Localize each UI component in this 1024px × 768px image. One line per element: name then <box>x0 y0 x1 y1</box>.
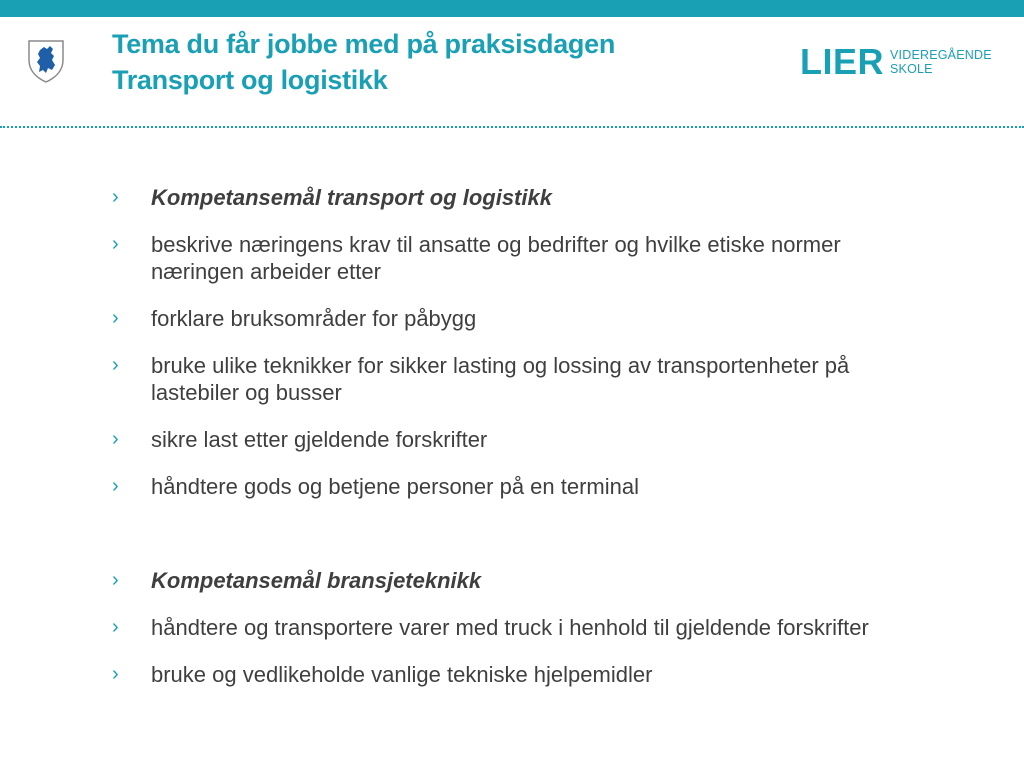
list-item-text: bruke ulike teknikker for sikker lasting og lossing av transportenheter på lastebiler og busser <box>151 353 850 405</box>
title-line-2: Transport og logistikk <box>112 65 388 95</box>
list-item-text: forklare bruksområder for påbygg <box>151 306 477 331</box>
bullet-list <box>112 184 932 708</box>
bullet-marker: › <box>112 186 119 208</box>
list-item <box>112 426 932 453</box>
section-heading-text: Kompetansemål bransjeteknikk <box>151 568 482 593</box>
list-item <box>112 305 932 332</box>
logo-subtitle-line-2: SKOLE <box>890 62 933 76</box>
list-item <box>112 614 932 641</box>
list-item-text: beskrive næringens krav til ansatte og bedrifter og hvilke etiske normer næringen arbeider etter <box>151 232 841 284</box>
section-heading-transport <box>112 184 932 211</box>
bullet-marker: › <box>112 233 119 255</box>
bullet-marker: › <box>112 428 119 450</box>
logo-subtitle <box>890 48 992 76</box>
list-item <box>112 231 932 285</box>
bullet-marker: › <box>112 569 119 591</box>
lier-coat-of-arms-icon <box>26 38 66 84</box>
list-item <box>112 473 932 500</box>
bullet-marker: › <box>112 307 119 329</box>
slide-title <box>112 26 615 98</box>
bullet-marker: › <box>112 663 119 685</box>
dotted-divider <box>0 126 1024 128</box>
section-spacer <box>112 520 932 567</box>
section-heading-bransjeteknikk <box>112 567 932 594</box>
top-accent-bar <box>0 0 1024 17</box>
bullet-marker: › <box>112 616 119 638</box>
logo-subtitle-line-1: VIDEREGÅENDE <box>890 48 992 62</box>
school-logo <box>800 41 992 82</box>
list-item-text: sikre last etter gjeldende forskrifter <box>151 427 488 452</box>
list-item-text: håndtere gods og betjene personer på en terminal <box>151 474 640 499</box>
logo-wordmark: LIER <box>800 41 885 82</box>
title-line-1: Tema du får jobbe med på praksisdagen <box>112 29 616 59</box>
list-item-text: håndtere og transportere varer med truck i henhold til gjeldende forskrifter <box>151 615 869 640</box>
list-item <box>112 661 932 688</box>
list-item-text: bruke og vedlikeholde vanlige tekniske hjelpemidler <box>151 662 653 687</box>
bullet-marker: › <box>112 354 119 376</box>
bullet-marker: › <box>112 475 119 497</box>
list-item <box>112 352 932 406</box>
section-heading-text: Kompetansemål transport og logistikk <box>151 185 552 210</box>
